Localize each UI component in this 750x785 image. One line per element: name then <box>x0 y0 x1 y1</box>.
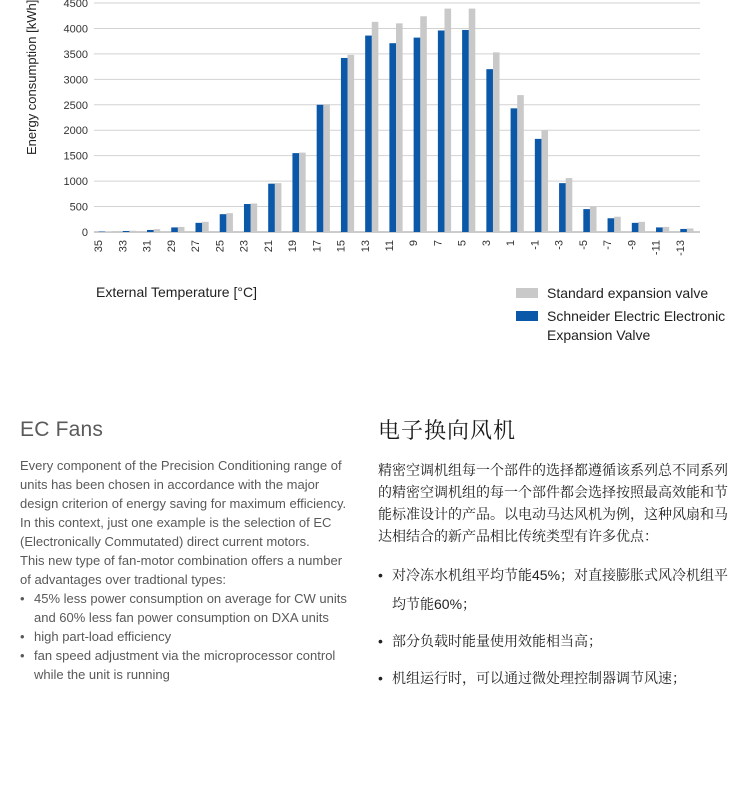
english-bullet-item <box>20 646 350 684</box>
chinese-heading: 电子换向风机 <box>378 418 517 443</box>
bar-standard <box>566 178 573 232</box>
chinese-bullet-text: 部分负载时能量使用效能相当高； <box>392 633 602 649</box>
y-tick-label: 1000 <box>63 176 88 189</box>
bullet-icon: • <box>20 629 25 644</box>
chinese-bullet-item <box>378 627 738 656</box>
x-tick-label: 1 <box>505 240 518 247</box>
x-axis-ticks <box>93 240 687 256</box>
y-tick-label: 2000 <box>63 125 88 138</box>
y-tick-label: 4500 <box>63 0 88 10</box>
bar-schneider <box>195 223 202 232</box>
x-tick-label: -5 <box>577 240 590 250</box>
chinese-bullet-list <box>378 561 738 693</box>
energy-consumption-chart <box>0 0 750 280</box>
english-paragraph-1: Every component of the Precision Conditioning range of units has been chosen in accordance with the major design criterion of energy saving for maximum efficiency. <box>20 458 347 511</box>
bar-schneider <box>414 38 421 232</box>
bar-schneider <box>438 30 445 232</box>
english-bullet-item <box>20 589 350 627</box>
chinese-paragraph: 精密空调机组每一个部件的选择都遵循该系列总不同系列的精密空调机组的每一个部件都会选择按照最高效能和节能标准设计的产品。以电动马达风机为例，这种风扇和马达相结合的新产品相比传统类型有许多优点： <box>378 462 728 544</box>
bar-schneider <box>317 105 324 232</box>
chinese-bullet-text: 机组运行时，可以通过微处理控制器调节风速； <box>392 670 686 686</box>
x-tick-label: 35 <box>93 240 106 253</box>
bullet-icon: • <box>378 567 383 583</box>
x-tick-label: -13 <box>674 240 687 256</box>
legend-item-schneider <box>516 307 748 345</box>
x-tick-label: 13 <box>359 240 372 253</box>
x-tick-label: 25 <box>214 240 227 253</box>
chinese-bullet-item <box>378 561 738 619</box>
bar-schneider <box>389 43 396 232</box>
bar-schneider <box>680 229 687 232</box>
x-tick-label: 33 <box>117 240 130 253</box>
x-tick-label: 31 <box>141 240 154 253</box>
bar-standard <box>687 228 694 232</box>
bar-schneider <box>365 36 372 232</box>
bar-standard <box>469 9 476 232</box>
bar-standard <box>420 16 427 232</box>
y-axis-label: Energy consumption [kWh] <box>24 0 39 155</box>
bar-standard <box>299 153 306 232</box>
english-bullet-list <box>20 589 350 684</box>
bar-standard <box>129 231 136 232</box>
legend-swatch-standard <box>516 288 538 298</box>
bar-schneider <box>583 209 590 232</box>
legend-item-standard <box>516 284 748 303</box>
x-tick-label: 23 <box>238 240 251 253</box>
x-tick-label: 15 <box>335 240 348 253</box>
chinese-bullet-item <box>378 664 738 693</box>
y-tick-label: 2500 <box>63 99 88 112</box>
bullet-icon: • <box>20 591 25 606</box>
y-tick-label: 3500 <box>63 48 88 61</box>
bar-standard <box>590 207 597 232</box>
chinese-section <box>378 414 738 701</box>
y-tick-label: 4000 <box>63 23 88 36</box>
chart-bars <box>99 9 694 232</box>
x-tick-label: -11 <box>650 240 663 256</box>
x-tick-label: 3 <box>480 240 493 247</box>
bullet-icon: • <box>20 648 25 663</box>
bar-schneider <box>511 108 518 232</box>
bar-standard <box>323 104 330 232</box>
bar-schneider <box>99 231 106 232</box>
x-tick-label: 27 <box>190 240 203 253</box>
bar-standard <box>202 222 209 232</box>
bullet-icon: • <box>378 670 383 686</box>
chart-legend <box>516 284 748 349</box>
bar-standard <box>105 231 112 232</box>
x-tick-label: 7 <box>432 240 445 247</box>
bar-schneider <box>268 184 275 232</box>
bar-schneider <box>559 183 566 232</box>
x-tick-label: 9 <box>408 240 421 247</box>
english-bullet-item <box>20 627 350 646</box>
y-tick-label: 3000 <box>63 74 88 87</box>
legend-label-standard: Standard expansion valve <box>547 285 709 301</box>
x-tick-label: 29 <box>165 240 178 253</box>
bullet-icon: • <box>378 633 383 649</box>
english-bullet-text: fan speed adjustment via the microprocessor control while the unit is running <box>34 648 336 682</box>
bar-schneider <box>632 223 639 232</box>
bar-schneider <box>123 231 130 232</box>
x-tick-label: 21 <box>262 240 275 253</box>
bar-standard <box>348 55 355 232</box>
english-paragraph-3: This new type of fan-motor combination offers a number of advantages over tradtional types: <box>20 553 343 587</box>
x-tick-label: -7 <box>602 240 615 250</box>
english-section <box>20 418 350 684</box>
english-bullet-text: 45% less power consumption on average for CW units and 60% less fan power consumption on DXA units <box>34 591 347 625</box>
y-tick-label: 0 <box>81 227 88 239</box>
x-tick-label: 17 <box>311 240 324 253</box>
bar-schneider <box>656 227 663 232</box>
bar-standard <box>541 130 548 232</box>
bar-schneider <box>486 69 493 232</box>
y-tick-label: 500 <box>69 201 88 214</box>
bar-standard <box>517 95 524 232</box>
bar-standard <box>396 23 403 232</box>
y-tick-label: 1500 <box>63 150 88 163</box>
x-tick-label: -3 <box>553 240 566 250</box>
x-tick-label: -9 <box>626 240 639 250</box>
bar-standard <box>444 9 451 232</box>
bar-schneider <box>608 218 615 232</box>
chinese-bullet-text: 对冷冻水机组平均节能45%；对直接膨胀式风冷机组平均节能60%； <box>392 567 729 612</box>
x-tick-label: 11 <box>384 240 396 252</box>
bar-standard <box>275 183 282 232</box>
bar-schneider <box>171 227 178 232</box>
bar-schneider <box>244 204 251 232</box>
legend-label-schneider: Schneider Electric Electronic Expansion Valve <box>547 308 726 343</box>
bar-standard <box>663 227 670 232</box>
english-heading: EC Fans <box>20 418 104 441</box>
bar-standard <box>493 52 500 232</box>
bar-standard <box>178 227 185 232</box>
bar-standard <box>154 229 161 232</box>
x-tick-label: 19 <box>287 240 300 253</box>
bar-schneider <box>220 214 227 232</box>
bar-schneider <box>292 153 299 232</box>
x-axis-label: External Temperature [°C] <box>96 284 257 300</box>
bar-standard <box>614 217 621 232</box>
bar-schneider <box>147 230 154 232</box>
bar-schneider <box>535 139 542 232</box>
bar-standard <box>372 22 379 232</box>
bar-standard <box>251 204 258 232</box>
bar-standard <box>638 222 645 232</box>
bar-schneider <box>341 58 348 232</box>
legend-swatch-schneider <box>516 311 538 321</box>
bar-schneider <box>462 30 469 232</box>
x-tick-label: -1 <box>529 240 542 250</box>
x-tick-label: 5 <box>456 240 469 247</box>
english-paragraph-2: In this context, just one example is the selection of EC (Electronically Commutated) direct current motors. <box>20 515 332 549</box>
bar-standard <box>226 213 233 232</box>
english-bullet-text: high part-load efficiency <box>34 629 172 644</box>
y-axis-ticks <box>64 0 88 239</box>
